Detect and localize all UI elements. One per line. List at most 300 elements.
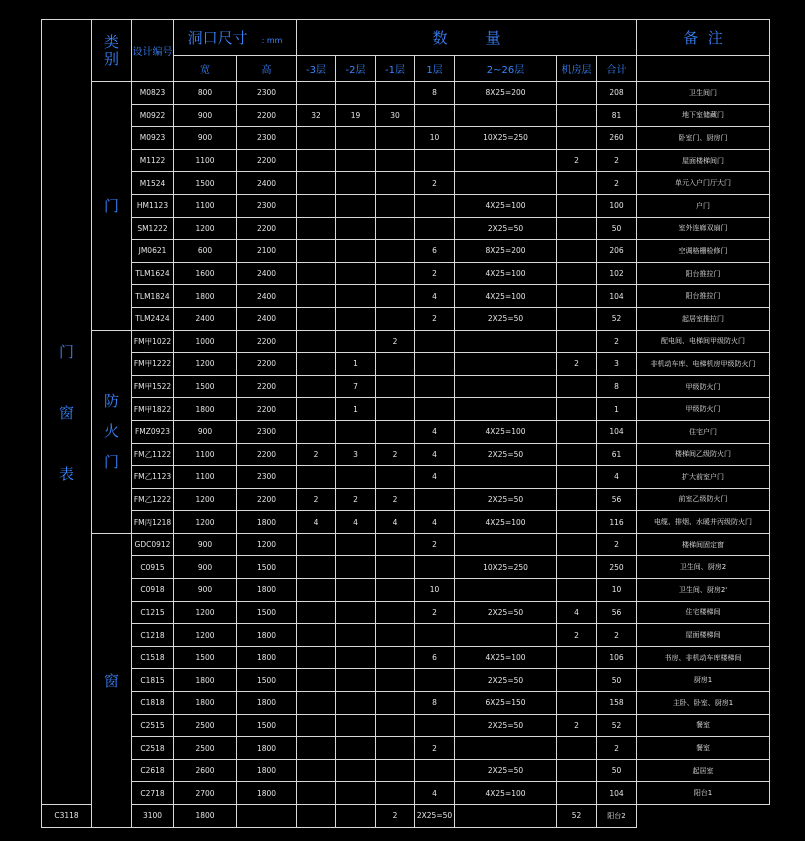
cell-note: 卫生间、厨房2' — [637, 579, 770, 602]
cell-code: C2618 — [132, 759, 174, 782]
cell-b3 — [297, 782, 336, 805]
cell-mr — [557, 217, 597, 240]
cell-code: FMZ0923 — [132, 420, 174, 443]
table-row — [42, 149, 770, 172]
cell-w: 1800 — [174, 398, 237, 421]
cell-b2 — [336, 217, 376, 240]
cell-note: 书房、非机动车库楼梯间 — [637, 646, 770, 669]
cell-f2: 2X25=50 — [455, 601, 557, 624]
cell-total: 2 — [597, 149, 637, 172]
cell-b2: 19 — [336, 104, 376, 127]
cell-h: 2400 — [237, 172, 297, 195]
cell-h: 2200 — [237, 104, 297, 127]
cell-f1 — [415, 353, 455, 376]
table-row — [42, 262, 770, 285]
cell-f1 — [415, 759, 455, 782]
cell-note: 配电间、电梯间甲级防火门 — [637, 330, 770, 353]
cell-f2 — [455, 149, 557, 172]
cell-f2: 4X25=100 — [455, 511, 557, 534]
cell-mr: 4 — [557, 601, 597, 624]
cell-f2 — [455, 737, 557, 760]
cell-code: C3118 — [42, 805, 92, 828]
cell-total: 50 — [597, 669, 637, 692]
cell-b2 — [336, 624, 376, 647]
cell-b2 — [336, 240, 376, 263]
cell-b2 — [336, 579, 376, 602]
cell-note: 屋面楼梯间 — [637, 624, 770, 647]
cell-w: 1200 — [174, 353, 237, 376]
cell-total: 104 — [597, 420, 637, 443]
cell-b3 — [297, 285, 336, 308]
cell-code: C2718 — [132, 782, 174, 805]
cell-b2 — [336, 82, 376, 105]
cell-f1: 6 — [415, 240, 455, 263]
cell-f1: 4 — [415, 285, 455, 308]
cell-h: 2200 — [237, 375, 297, 398]
cell-h: 2300 — [237, 194, 297, 217]
cell-w: 1600 — [174, 262, 237, 285]
cell-h: 2400 — [237, 285, 297, 308]
table-row — [42, 353, 770, 376]
cell-total: 56 — [597, 601, 637, 624]
cell-mr — [557, 375, 597, 398]
cell-w: 1200 — [174, 624, 237, 647]
floor-header: 2~26层 — [455, 56, 557, 82]
cell-f1: 6 — [415, 646, 455, 669]
cell-w: 900 — [174, 127, 237, 150]
cell-code: M1524 — [132, 172, 174, 195]
floor-header: -2层 — [336, 56, 376, 82]
cell-mr — [557, 646, 597, 669]
cell-h: 2200 — [237, 353, 297, 376]
group-door: 门 — [92, 82, 132, 331]
cell-f1: 4 — [415, 511, 455, 534]
cell-mr — [557, 759, 597, 782]
cell-code: C0918 — [132, 579, 174, 602]
cell-total: 8 — [597, 375, 637, 398]
cell-total: 104 — [597, 782, 637, 805]
cell-code: FM甲1022 — [132, 330, 174, 353]
cell-code: C1818 — [132, 692, 174, 715]
cell-w: 1200 — [174, 601, 237, 624]
cell-note: 厨房1 — [637, 669, 770, 692]
width-header: 宽 — [174, 56, 237, 82]
cell-h: 1800 — [174, 805, 237, 828]
cell-code: SM1222 — [132, 217, 174, 240]
cell-f1: 2 — [415, 262, 455, 285]
cell-w: 1100 — [174, 466, 237, 489]
cell-f1: 2 — [415, 307, 455, 330]
cell-f2 — [455, 398, 557, 421]
table-row — [42, 104, 770, 127]
remarks-header: 备 注 — [637, 20, 770, 56]
cell-mr — [557, 737, 597, 760]
cell-f2 — [455, 330, 557, 353]
cell-h: 1500 — [237, 556, 297, 579]
cell-mr — [557, 443, 597, 466]
cell-f2 — [455, 624, 557, 647]
cell-note: 楼梯间固定窗 — [637, 533, 770, 556]
cell-mr — [455, 805, 557, 828]
cell-b3 — [297, 217, 336, 240]
cell-b3 — [297, 307, 336, 330]
cell-b2 — [336, 714, 376, 737]
cell-f1 — [415, 669, 455, 692]
cell-total: 250 — [597, 556, 637, 579]
cell-h: 1800 — [237, 624, 297, 647]
table-row — [42, 624, 770, 647]
cell-h: 1800 — [237, 692, 297, 715]
cell-f2: 10X25=250 — [455, 127, 557, 150]
cell-total: 2 — [597, 172, 637, 195]
cell-code: C1518 — [132, 646, 174, 669]
cell-mr — [557, 330, 597, 353]
cell-total: 1 — [597, 398, 637, 421]
cell-b3 — [297, 82, 336, 105]
table-row — [42, 420, 770, 443]
cell-h: 2300 — [237, 127, 297, 150]
cell-b2 — [336, 533, 376, 556]
cell-mr — [557, 466, 597, 489]
quantity-header: 数 量 — [297, 20, 637, 56]
table-row — [42, 646, 770, 669]
cell-f1 — [415, 556, 455, 579]
cell-h: 2200 — [237, 149, 297, 172]
cell-f2 — [455, 172, 557, 195]
cell-mr — [557, 533, 597, 556]
category-header: 类 别 — [92, 20, 132, 82]
cell-b3 — [297, 624, 336, 647]
table-row — [42, 782, 770, 805]
cell-b1 — [376, 669, 415, 692]
cell-f1: 4 — [415, 420, 455, 443]
remarks-subheader — [637, 56, 770, 82]
cell-note: 电缆、排烟、水暖井丙级防火门 — [637, 511, 770, 534]
door-window-schedule-table — [41, 19, 770, 828]
table-row — [42, 669, 770, 692]
cell-f1 — [415, 194, 455, 217]
cell-h: 1500 — [237, 714, 297, 737]
cell-f2: 2X25=50 — [455, 217, 557, 240]
cell-w: 1800 — [174, 669, 237, 692]
cell-mr — [557, 127, 597, 150]
cell-b1 — [376, 375, 415, 398]
cell-total: 2 — [597, 330, 637, 353]
floor-header: -1层 — [376, 56, 415, 82]
cell-total: 52 — [597, 714, 637, 737]
cell-w: 900 — [174, 420, 237, 443]
cell-w: 1800 — [174, 692, 237, 715]
cell-f2: 4X25=100 — [455, 420, 557, 443]
cell-mr — [557, 511, 597, 534]
opening-size-header: 洞口尺寸 : mm — [174, 20, 297, 56]
table-row — [42, 240, 770, 263]
cell-b3 — [297, 420, 336, 443]
cell-code: GDC0912 — [132, 533, 174, 556]
cell-w: 2500 — [174, 737, 237, 760]
cell-f1: 2 — [415, 172, 455, 195]
cell-w: 900 — [174, 533, 237, 556]
cell-b3 — [297, 240, 336, 263]
cell-w: 1100 — [174, 194, 237, 217]
cell-f1: 2 — [376, 805, 415, 828]
cell-b2 — [336, 127, 376, 150]
cell-b1 — [376, 127, 415, 150]
cell-b2: 3 — [336, 443, 376, 466]
cell-b1: 2 — [376, 330, 415, 353]
cell-note: 住宅户门 — [637, 420, 770, 443]
table-row — [42, 307, 770, 330]
cell-total: 3 — [597, 353, 637, 376]
cell-note: 阳台推拉门 — [637, 285, 770, 308]
cell-b1: 4 — [376, 511, 415, 534]
cell-h: 2200 — [237, 217, 297, 240]
cell-b3 — [297, 466, 336, 489]
cell-total: 106 — [597, 646, 637, 669]
cell-w: 2600 — [174, 759, 237, 782]
cell-b3 — [297, 353, 336, 376]
cell-f2: 2X25=50 — [455, 669, 557, 692]
cell-total: 10 — [597, 579, 637, 602]
cell-b3: 2 — [297, 443, 336, 466]
table-row — [42, 82, 770, 105]
cell-total: 208 — [597, 82, 637, 105]
cell-code: M0922 — [132, 104, 174, 127]
cell-f2: 2X25=50 — [455, 307, 557, 330]
table-row — [42, 511, 770, 534]
cell-b1: 2 — [376, 488, 415, 511]
cell-f2: 2X25=50 — [415, 805, 455, 828]
cell-b2 — [336, 330, 376, 353]
cell-b1 — [376, 737, 415, 760]
cell-b1 — [376, 714, 415, 737]
cell-note: 户门 — [637, 194, 770, 217]
cell-code: FM甲1822 — [132, 398, 174, 421]
cell-mr — [557, 556, 597, 579]
cell-total: 52 — [597, 307, 637, 330]
cell-f2 — [455, 579, 557, 602]
table-row — [42, 533, 770, 556]
cell-b2: 7 — [336, 375, 376, 398]
cell-note: 扩大前室户门 — [637, 466, 770, 489]
table-row — [42, 737, 770, 760]
cell-note: 非机动车库、电梯机房甲级防火门 — [637, 353, 770, 376]
cell-f1 — [415, 104, 455, 127]
cell-f1 — [415, 375, 455, 398]
cell-b2: 1 — [336, 353, 376, 376]
cell-note: 阳台1 — [637, 782, 770, 805]
cell-w: 1000 — [174, 330, 237, 353]
cell-b2 — [336, 307, 376, 330]
cell-b3 — [297, 330, 336, 353]
cell-code: TLM1824 — [132, 285, 174, 308]
cell-f2: 4X25=100 — [455, 194, 557, 217]
cell-note: 卫生间、厨房2 — [637, 556, 770, 579]
cell-code: FM乙1222 — [132, 488, 174, 511]
table-row — [42, 714, 770, 737]
cell-w: 1500 — [174, 172, 237, 195]
cell-b3: 4 — [297, 511, 336, 534]
cell-note: 地下室储藏门 — [637, 104, 770, 127]
cell-f1: 8 — [415, 692, 455, 715]
cell-total: 81 — [597, 104, 637, 127]
cell-w: 1500 — [174, 646, 237, 669]
cell-mr — [557, 307, 597, 330]
cell-h: 1500 — [237, 669, 297, 692]
cell-b1: 2 — [376, 443, 415, 466]
table-row — [42, 285, 770, 308]
cell-f2: 4X25=100 — [455, 782, 557, 805]
cell-b1 — [376, 601, 415, 624]
table-row — [42, 759, 770, 782]
cell-f2 — [455, 353, 557, 376]
cell-b3 — [297, 692, 336, 715]
table-row — [42, 488, 770, 511]
height-header: 高 — [237, 56, 297, 82]
cell-note: 甲级防火门 — [637, 375, 770, 398]
cell-h: 2200 — [237, 488, 297, 511]
table-row — [42, 127, 770, 150]
cell-b2 — [336, 646, 376, 669]
cell-b1 — [376, 262, 415, 285]
cell-h: 1800 — [237, 737, 297, 760]
cell-b1: 30 — [376, 104, 415, 127]
cell-f2: 2X25=50 — [455, 714, 557, 737]
cell-f1 — [415, 398, 455, 421]
cell-h: 1500 — [237, 601, 297, 624]
cell-note: 卫生间门 — [637, 82, 770, 105]
cell-b1 — [376, 398, 415, 421]
cell-b1 — [376, 217, 415, 240]
cell-f2: 2X25=50 — [455, 443, 557, 466]
cell-b3 — [297, 262, 336, 285]
cell-code: M0923 — [132, 127, 174, 150]
cell-w: 600 — [174, 240, 237, 263]
cell-f1 — [415, 488, 455, 511]
cell-code: C2515 — [132, 714, 174, 737]
cell-mr — [557, 579, 597, 602]
cell-f1: 4 — [415, 782, 455, 805]
cell-code: FM甲1222 — [132, 353, 174, 376]
cell-w: 1100 — [174, 443, 237, 466]
cell-b3 — [237, 805, 297, 828]
cell-h: 1800 — [237, 579, 297, 602]
cell-code: M0823 — [132, 82, 174, 105]
cell-b3 — [297, 669, 336, 692]
cell-b3: 32 — [297, 104, 336, 127]
cell-b3 — [297, 759, 336, 782]
cell-b3 — [297, 375, 336, 398]
cell-b1 — [376, 307, 415, 330]
cell-w: 3100 — [132, 805, 174, 828]
cell-f1: 10 — [415, 579, 455, 602]
cell-f2: 10X25=250 — [455, 556, 557, 579]
cell-mr — [557, 420, 597, 443]
cell-w: 900 — [174, 556, 237, 579]
cell-note: 室外连廊双扇门 — [637, 217, 770, 240]
cell-mr: 2 — [557, 353, 597, 376]
cell-h: 2300 — [237, 82, 297, 105]
cell-mr — [557, 82, 597, 105]
cell-f2: 4X25=100 — [455, 646, 557, 669]
cell-b1 — [376, 533, 415, 556]
cell-b2 — [336, 194, 376, 217]
cell-f2 — [455, 533, 557, 556]
cell-f1: 2 — [415, 737, 455, 760]
cell-h: 2200 — [237, 330, 297, 353]
cell-code: JM0621 — [132, 240, 174, 263]
cell-note: 餐室 — [637, 737, 770, 760]
cell-b3 — [297, 149, 336, 172]
cell-h: 2200 — [237, 398, 297, 421]
cell-total: 102 — [597, 262, 637, 285]
cell-b1 — [376, 194, 415, 217]
cell-f2: 4X25=100 — [455, 285, 557, 308]
cell-h: 1800 — [237, 511, 297, 534]
cell-b3 — [297, 556, 336, 579]
floor-header: 机房层 — [557, 56, 597, 82]
cell-note: 主卧、卧室、厨房1 — [637, 692, 770, 715]
cell-h: 1200 — [237, 533, 297, 556]
cell-note: 住宅楼梯间 — [637, 601, 770, 624]
table-row — [42, 194, 770, 217]
cell-b2 — [336, 420, 376, 443]
cell-mr: 2 — [557, 714, 597, 737]
table-row — [42, 375, 770, 398]
cell-b2 — [336, 149, 376, 172]
cell-f1: 8 — [415, 82, 455, 105]
cell-b2 — [336, 601, 376, 624]
cell-b2 — [336, 759, 376, 782]
cell-mr — [557, 782, 597, 805]
cell-f2: 8X25=200 — [455, 82, 557, 105]
cell-mr — [557, 262, 597, 285]
cell-b1 — [376, 353, 415, 376]
cell-b3 — [297, 127, 336, 150]
cell-b1 — [376, 285, 415, 308]
cell-h: 2300 — [237, 466, 297, 489]
group-fire-door: 防 火 门 — [92, 330, 132, 533]
cell-b2 — [336, 782, 376, 805]
cell-b1 — [376, 240, 415, 263]
floor-header: -3层 — [297, 56, 336, 82]
cell-f2: 2X25=50 — [455, 759, 557, 782]
cell-note: 屋面楼梯间门 — [637, 149, 770, 172]
cell-b1 — [376, 420, 415, 443]
cell-code: C0915 — [132, 556, 174, 579]
cell-f1: 4 — [415, 443, 455, 466]
table-row — [42, 805, 770, 828]
cell-b2 — [336, 262, 376, 285]
cell-f2 — [455, 375, 557, 398]
table-row — [42, 217, 770, 240]
cell-w: 1100 — [174, 149, 237, 172]
cell-note: 阳台2 — [597, 805, 637, 828]
cell-f1: 2 — [415, 533, 455, 556]
cell-b3 — [297, 646, 336, 669]
cell-note: 卧室门、厨房门 — [637, 127, 770, 150]
cell-b1 — [336, 805, 376, 828]
cell-total: 2 — [597, 624, 637, 647]
cell-mr — [557, 692, 597, 715]
cell-f1: 10 — [415, 127, 455, 150]
cell-b2 — [297, 805, 336, 828]
cell-mr: 2 — [557, 149, 597, 172]
cell-h: 2300 — [237, 420, 297, 443]
cell-code: TLM1624 — [132, 262, 174, 285]
cell-total: 206 — [597, 240, 637, 263]
cell-note: 甲级防火门 — [637, 398, 770, 421]
